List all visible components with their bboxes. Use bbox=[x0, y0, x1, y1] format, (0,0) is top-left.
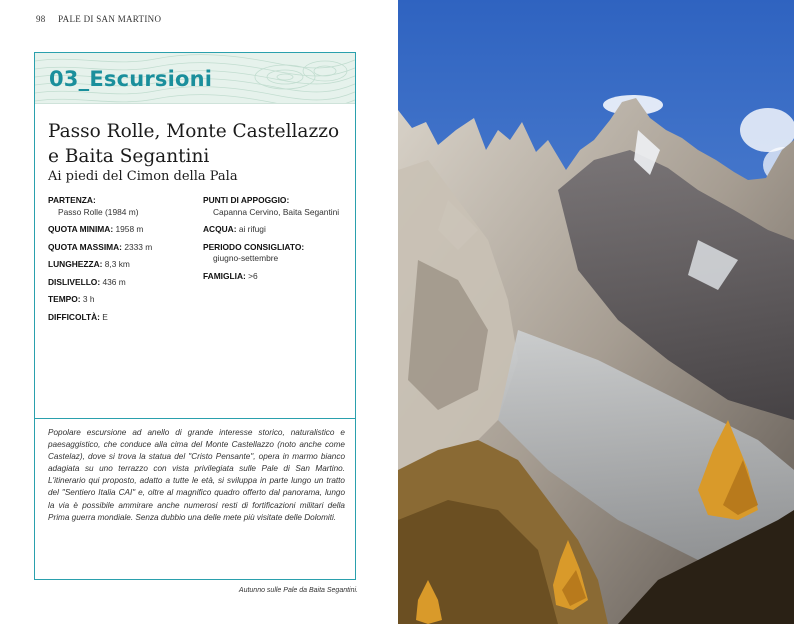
intro-paragraph: Popolare escursione ad anello di grande interesse storico, naturalistico e paesaggistico, che conduce alla cima del Monte Castellazzo (noto anche come Castelaz), dove si trova la statua del "Cristo Pensante", opera in marmo bianco adagiata su uno terrazzo con vista privilegiata sulle Pale di San Martino. L'itinerario qui proposto, adatto a tutte le età, si sviluppa in parte lungo un tratto del "Sentiero Italia CAI" e, oltre al magnifico quadro offerto dal panorama, lungo la via è possibile ammirare anche numerosi resti di fortificazioni militari della Prima guerra mondiale. Senza dubbio una delle mete più visitate delle Dolomiti. bbox=[48, 428, 345, 522]
field-quota-minima: QUOTA MINIMA: 1958 m bbox=[48, 224, 144, 234]
route-subtitle: Ai piedi del Cimon della Pala bbox=[48, 169, 238, 184]
photo-caption: Autunno sulle Pale da Baita Segantini. bbox=[238, 587, 358, 594]
route-title-line-1: Passo Rolle, Monte Castellazzo bbox=[48, 121, 340, 142]
field-periodo-consigliato: PERIODO CONSIGLIATO: giugno-settembre bbox=[203, 241, 305, 263]
route-title-line-2: e Baita Segantini bbox=[48, 146, 210, 167]
details-left bbox=[48, 195, 198, 329]
field-partenza: PARTENZA: Passo Rolle (1984 m) bbox=[48, 195, 139, 217]
page-number: 98 bbox=[36, 14, 46, 24]
field-tempo: TEMPO: 3 h bbox=[48, 294, 95, 304]
route-info-box bbox=[34, 52, 356, 580]
mountain-photo bbox=[398, 0, 794, 624]
route-title bbox=[48, 119, 348, 169]
intro-text bbox=[48, 427, 345, 524]
running-title: PALE DI SAN MARTINO bbox=[58, 14, 162, 24]
mountain-illustration bbox=[398, 0, 794, 624]
field-punti-di-appoggio: PUNTI DI APPOGGIO: Capanna Cervino, Baita Segantini bbox=[203, 195, 340, 217]
field-dislivello: DISLIVELLO: 436 m bbox=[48, 276, 126, 287]
section-banner bbox=[35, 53, 355, 104]
divider bbox=[35, 418, 355, 419]
details-right bbox=[203, 195, 353, 288]
field-quota-massima: QUOTA MASSIMA: 2333 m bbox=[48, 241, 153, 252]
field-difficolta: DIFFICOLTÀ: E bbox=[48, 311, 108, 322]
field-lunghezza: LUNGHEZZA: 8,3 km bbox=[48, 259, 130, 269]
section-label: 03_Escursioni bbox=[49, 67, 213, 91]
running-head bbox=[36, 14, 161, 24]
field-acqua: ACQUA: ai rifugi bbox=[203, 224, 266, 234]
field-famiglia: FAMIGLIA: >6 bbox=[203, 270, 258, 281]
